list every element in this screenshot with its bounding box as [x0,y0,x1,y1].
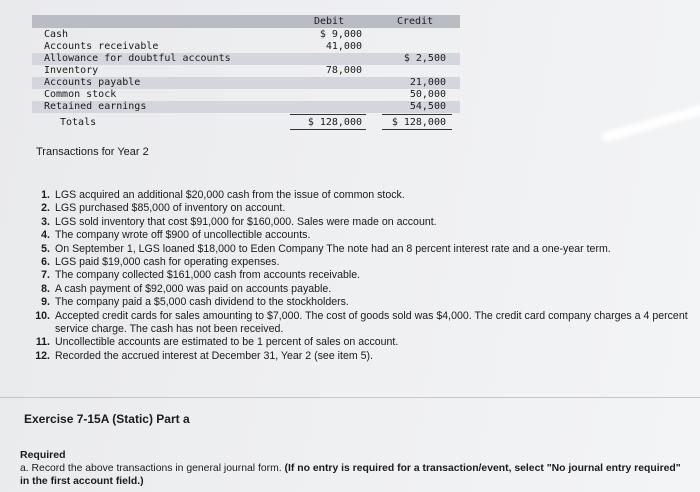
totals-debit: $ 128,000 [307,117,362,128]
row-label-allowance: Allowance for doubtful accounts [44,53,231,64]
debit-header: Debit [314,16,345,27]
row-label-accounts-receivable: Accounts receivable [44,41,159,52]
section-divider [0,397,700,398]
totals-label: Totals [60,117,97,128]
row-credit-allowance: $ 2,500 [403,53,446,64]
list-item: 9. The company paid a $5,000 cash dividend to the stockholders. [41,296,349,309]
list-item: 7. The company collected $161,000 cash from accounts receivable. [41,269,361,282]
list-item: 12. Recorded the accrued interest at December 31, Year 2 (see item 5). [35,349,373,362]
required-heading: Required [20,449,66,461]
list-item: 5. On September 1, LGS loaned $18,000 to Eden Company The note had an 8 percent interest rate and a one-year term. [41,242,611,255]
trial-balance-table [32,14,460,134]
required-instructions [20,462,690,488]
list-item: 11. Uncollectible accounts are estimated to be 1 percent of sales on account. [35,336,399,349]
row-credit-common-stock: 50,000 [409,89,446,100]
required-text: a. Record the above transactions in general journal form. [20,463,282,474]
credit-header: Credit [397,16,434,27]
row-label-common-stock: Common stock [44,89,117,100]
row-credit-retained-earnings: 54,500 [409,101,446,112]
row-debit-accounts-receivable: 41,000 [325,41,362,52]
list-item: 8. A cash payment of $92,000 was paid on accounts payable. [41,282,332,295]
transactions-list [22,189,692,363]
row-debit-inventory: 78,000 [325,65,362,76]
required-note: (If no entry is required for a transaction/event, select "No journal entry required" in the first account field.) [20,463,681,487]
list-item: 6. LGS paid $19,000 cash for operating expenses. [41,256,280,269]
list-item: 4. The company wrote off $900 of uncollectible accounts. [41,229,311,242]
totals-credit: $ 128,000 [391,117,446,128]
row-label-retained-earnings: Retained earnings [44,101,147,112]
list-item: 1. LGS acquired an additional $20,000 cash from the issue of common stock. [41,189,405,201]
row-debit-cash: $ 9,000 [319,29,362,40]
row-credit-accounts-payable: 21,000 [409,77,446,88]
exercise-title: Exercise 7-15A (Static) Part a [24,412,190,426]
row-label-accounts-payable: Accounts payable [44,77,141,88]
list-item: 2. LGS purchased $85,000 of inventory on account. [41,202,286,215]
row-label-cash: Cash [44,29,69,40]
list-item: 3. LGS sold inventory that cost $91,000 for $160,000. Sales were made on account. [41,215,437,228]
list-item: 10. Accepted credit cards for sales amounting to $7,000. The cost of goods sold was $4,000. The credit card company charges a 4 percent service charge. The cash has not been received. [35,309,688,336]
transactions-title: Transactions for Year 2 [36,146,149,158]
row-label-inventory: Inventory [44,65,99,76]
